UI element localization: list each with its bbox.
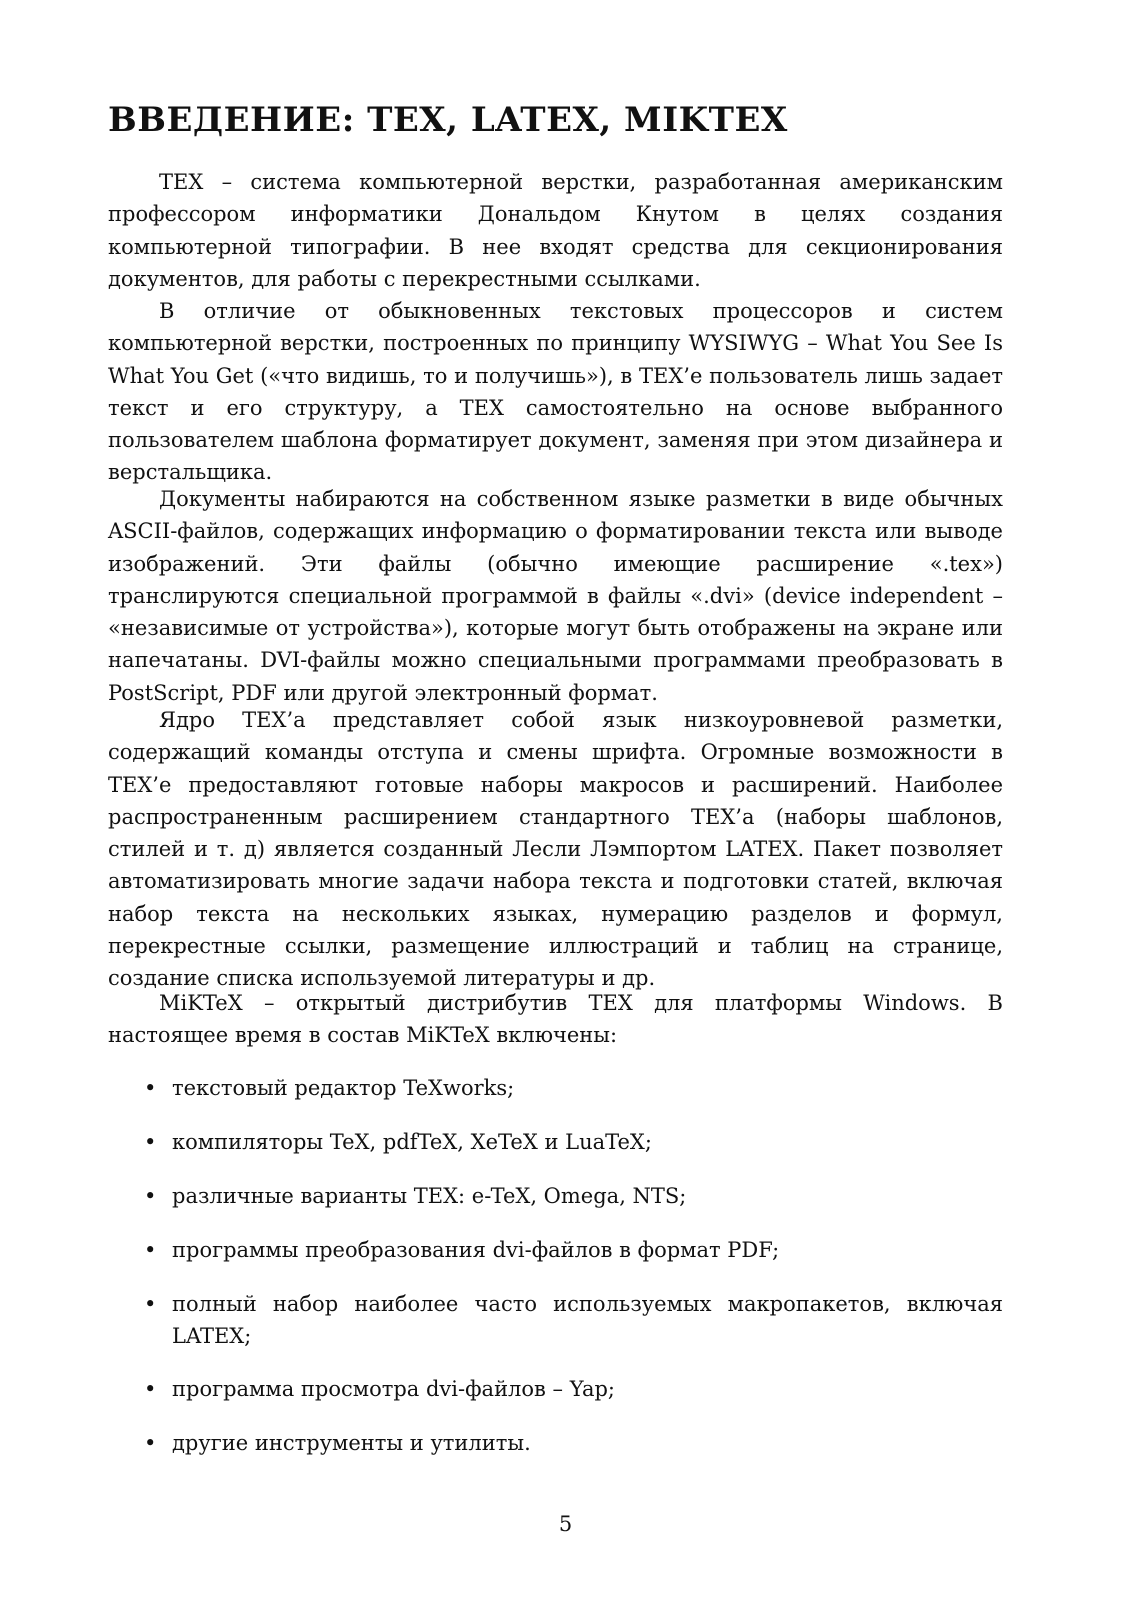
list-item-text: полный набор наиболее часто используемых макропакетов, включая LATEX; [172, 1292, 1003, 1349]
bullet-icon: • [144, 1377, 157, 1401]
paragraph-miktex: MiKTeX – открытый дистрибутив TEX для платформы Windows. В настоящее время в состав MiKTeX включены: [108, 991, 1003, 1048]
list-item-text: другие инструменты и утилиты. [172, 1431, 531, 1455]
bullet-icon: • [144, 1184, 157, 1208]
paragraph-wysiwyg: В отличие от обыкновенных текстовых процессоров и систем компьютерной верстки, построенных по принципу WYSIWYG – What You See Is What You Get («что видишь, то и получишь»), в TEX’е пользователь лишь задает текст и его структуру, а TEX самостоятельно на основе выбранного пользователем шаблона форматирует документ, заменяя при этом дизайнера и верстальщика. [108, 299, 1003, 485]
page-number: 5 [558, 1512, 573, 1536]
paragraph-tex-intro: TEX – система компьютерной верстки, разработанная американским профессором информатики Дональдом Кнутом в целях создания компьютерной типографии. В нее входят средства для секционирования документов, для работы с перекрестными ссылками. [108, 170, 1003, 291]
list-item-text: программа просмотра dvi-файлов – Yap; [172, 1377, 615, 1401]
bullet-icon: • [144, 1238, 157, 1262]
paragraph-documents: Документы набираются на собственном языке разметки в виде обычных ASCII-файлов, содержащих информацию о форматировании текста или выводе изображений. Эти файлы (обычно имеющие расширение «.tex») транслируются специальной программой в файлы «.dvi» (device independent – «независимые от устройства»), которые могут быть отображены на экране или напечатаны. DVI-файлы можно специальными программами преобразовать в PostScript, PDF или другой электронный формат. [108, 487, 1003, 705]
chapter-title: ВВЕДЕНИЕ: TEX, LATEX, MIKTEX [108, 100, 788, 140]
paragraph-tex-core: Ядро TEX’а представляет собой язык низкоуровневой разметки, содержащий команды отступа и смены шрифта. Огромные возможности в TEX’е предоставляют готовые наборы макросов и расширений. Наиболее распространенным расширением стандартного TEX’а (наборы шаблонов, стилей и т. д) является созданный Лесли Лэмпортом LATEX. Пакет позволяет автоматизировать многие задачи набора текста и подготовки статей, включая набор текста на нескольких языках, нумерацию разделов и формул, перекрестные ссылки, размещение иллюстраций и таблиц на странице, создание списка используемой литературы и др. [108, 708, 1003, 991]
list-item-text: компиляторы TeX, pdfTeX, XeTeX и LuaTeX; [172, 1130, 652, 1154]
list-item-text: текстовый редактор TeXworks; [172, 1076, 515, 1100]
list-item-text: различные варианты TEX: e-TeX, Omega, NTS; [172, 1184, 687, 1208]
bullet-icon: • [144, 1292, 157, 1316]
list-item-text: программы преобразования dvi-файлов в формат PDF; [172, 1238, 780, 1262]
bullet-icon: • [144, 1130, 157, 1154]
bullet-icon: • [144, 1431, 157, 1455]
bullet-icon: • [144, 1076, 157, 1100]
